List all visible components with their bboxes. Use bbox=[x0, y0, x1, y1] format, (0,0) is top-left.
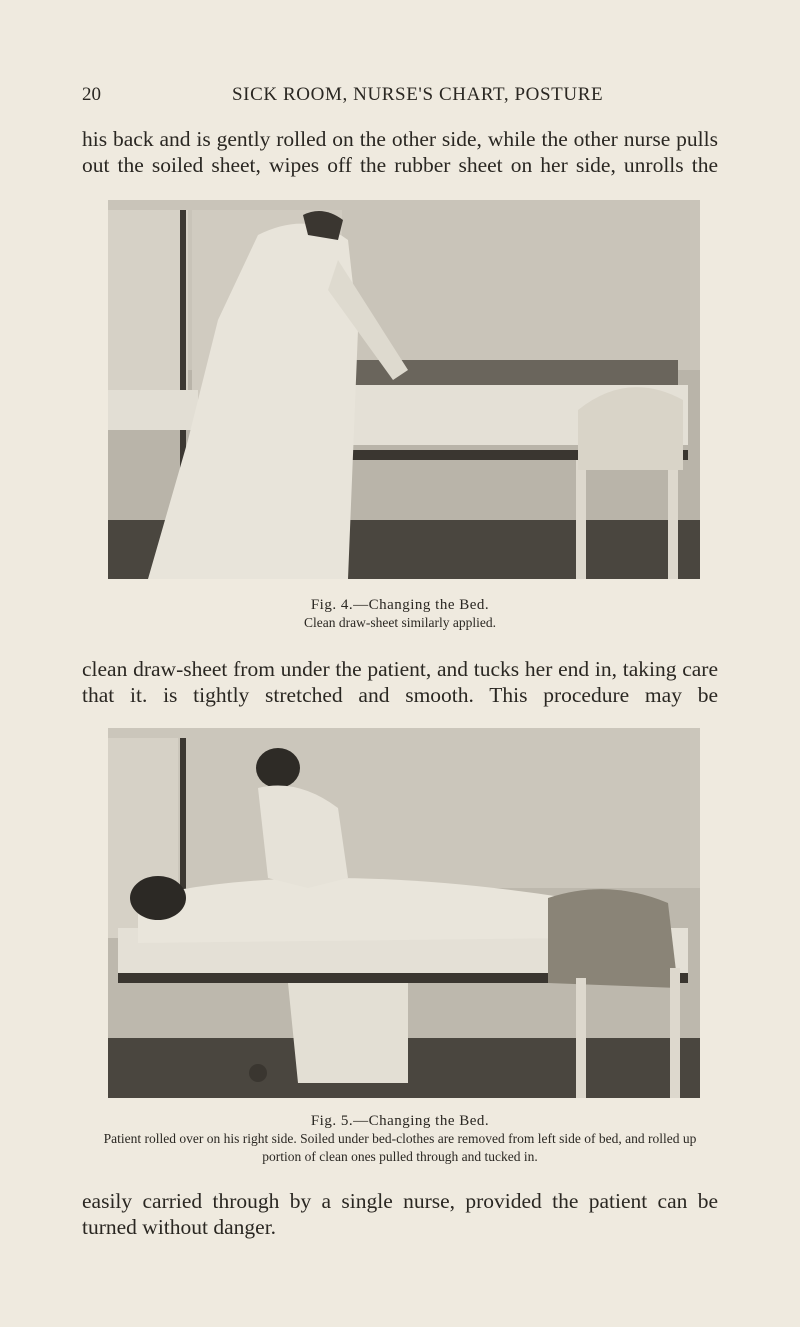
page-number: 20 bbox=[82, 84, 101, 105]
figure-4-caption bbox=[100, 596, 700, 632]
running-head: SICK ROOM, NURSE'S CHART, POSTURE bbox=[232, 84, 604, 105]
page-header bbox=[82, 84, 718, 108]
figure-5-photo bbox=[108, 728, 700, 1098]
figure-4-photo bbox=[108, 200, 700, 579]
paragraph-3: easily carried through by a single nurse, provided the patient can be turned without danger. bbox=[82, 1189, 718, 1239]
figure-5-label: Fig. 5.—Changing the Bed. bbox=[310, 1113, 490, 1129]
figure-5-caption bbox=[100, 1112, 700, 1166]
figure-5-caption-text: Patient rolled over on his right side. Soiled under bed-clothes are removed from left side of bed, and rolled up portion of clean ones pulled through and tucked in. bbox=[103, 1131, 697, 1164]
figure-4-caption-text: Clean draw-sheet similarly applied. bbox=[304, 615, 496, 630]
paragraph-1: his back and is gently rolled on the other side, while the other nurse pulls out the soiled sheet, wipes off the rubber sheet on her side, unrolls the bbox=[82, 127, 718, 177]
paragraph-2: clean draw-sheet from under the patient, and tucks her end in, taking care that it. is tightly stretched and smooth. This procedure may be bbox=[82, 657, 718, 707]
figure-4-label: Fig. 4.—Changing the Bed. bbox=[310, 597, 490, 613]
